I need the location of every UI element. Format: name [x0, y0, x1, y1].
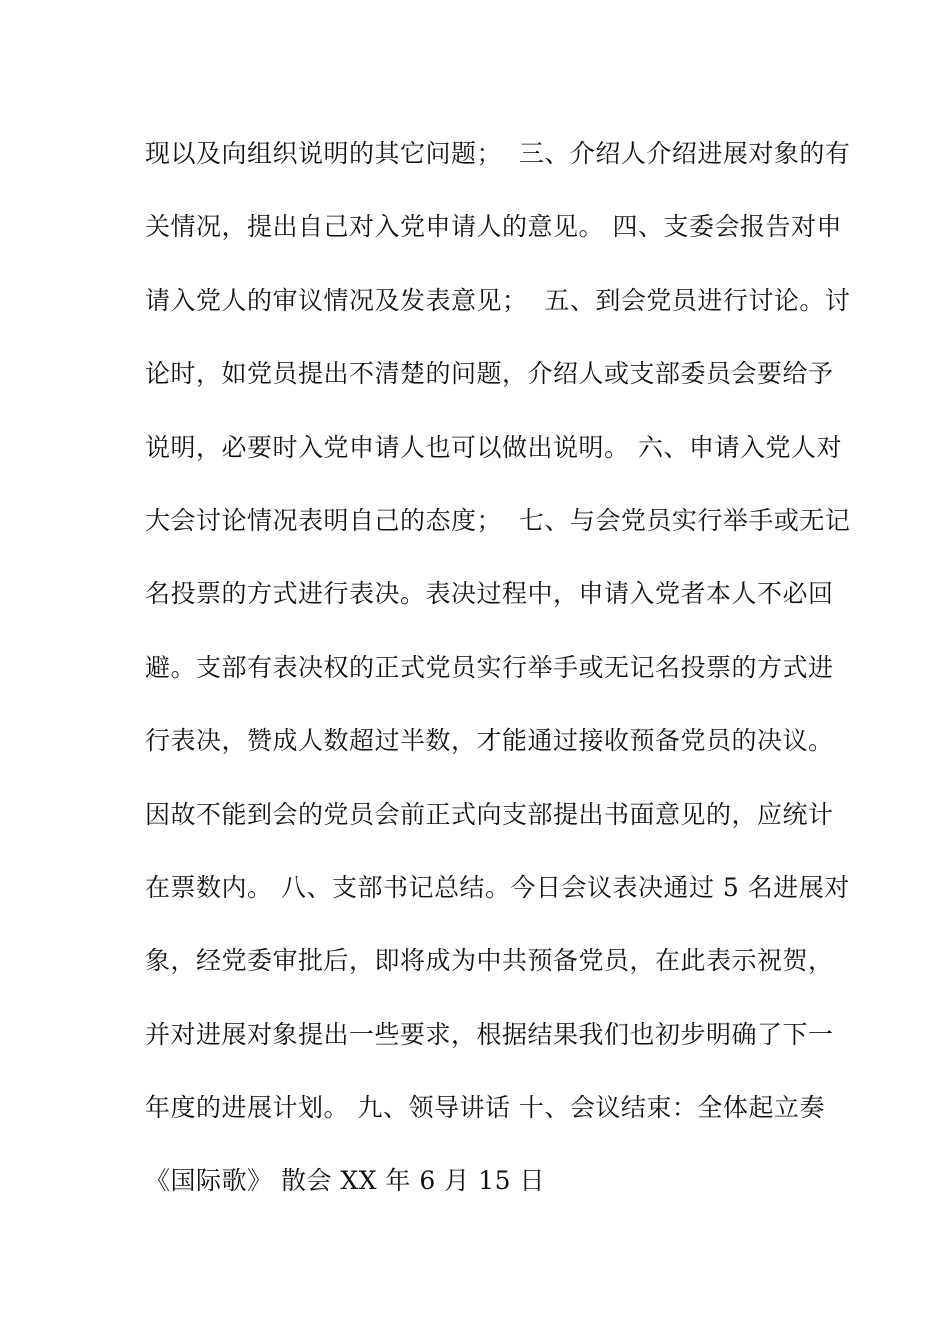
text-line: 名投票的方式进行表决。表决过程中，申请入党者本人不必回	[145, 579, 834, 609]
text-line: 关情况，提出自己对入党申请人的意见。 四、支委会报告对申	[145, 212, 842, 242]
text-line: 说明，必要时入党申请人也可以做出说明。 六、申请入党人对	[145, 432, 842, 462]
text-line: 年度的进展计划。 九、领导讲话 十、会议结束：全体起立奏	[145, 1093, 825, 1123]
text-line: 象，经党委审批后，即将成为中共预备党员，在此表示祝贺，	[145, 946, 834, 976]
text-line: 在票数内。 八、支部书记总结。今日会议表决通过 5 名进展对	[145, 872, 850, 902]
text-line: 请入党人的审议情况及发表意见； 五、到会党员进行讨论。讨	[145, 285, 851, 315]
body-text	[145, 130, 851, 1231]
text-line: 行表决，赞成人数超过半数，才能通过接收预备党员的决议。	[145, 726, 834, 756]
text-line: 并对进展对象提出一些要求，根据结果我们也初步明确了下一	[145, 1019, 834, 1049]
text-line: 现以及向组织说明的其它问题； 三、介绍人介绍进展对象的有	[145, 139, 851, 168]
text-line: 避。支部有表决权的正式党员实行举手或无记名投票的方式进	[145, 652, 834, 682]
text-line: 论时，如党员提出不清楚的问题，介绍人或支部委员会要给予	[145, 359, 834, 389]
text-line: 大会讨论情况表明自己的态度； 七、与会党员实行举手或无记	[145, 505, 851, 535]
text-line: 因故不能到会的党员会前正式向支部提出书面意见的，应统计	[145, 799, 834, 829]
text-line: 《国际歌》 散会 XX 年 6 月 15 日	[145, 1166, 545, 1196]
